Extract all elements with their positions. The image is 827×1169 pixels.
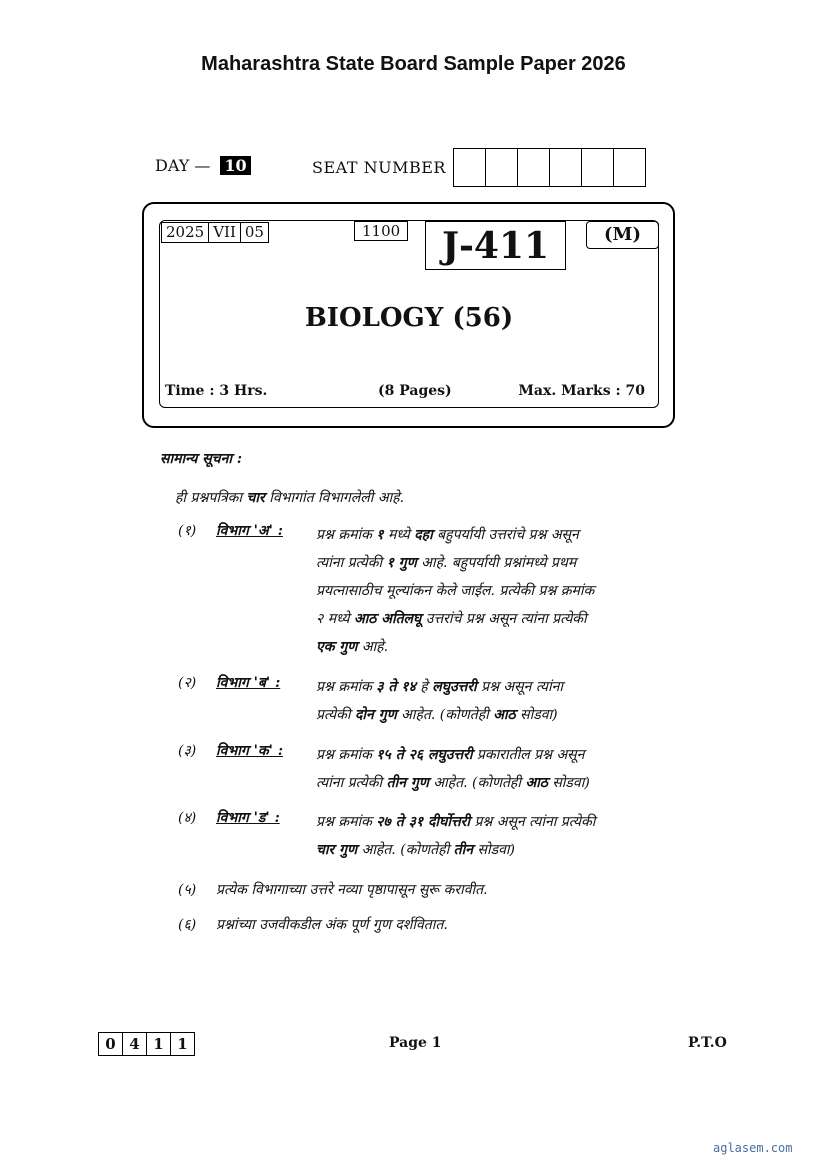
section-number: (३) — [178, 743, 197, 759]
section-line: एक गुण आहे. — [316, 639, 389, 655]
seat-box[interactable] — [613, 149, 645, 186]
paper-code-month: VII — [208, 223, 240, 242]
note-text: प्रश्नांच्या उजवीकडील अंक पूर्ण गुण दर्शवितात. — [216, 917, 448, 933]
day-label — [155, 156, 251, 175]
page-number: Page 1 — [389, 1035, 442, 1051]
section-text — [316, 808, 638, 864]
instructions-title: सामान्य सूचना : — [160, 451, 243, 467]
paper-code-year: 2025 — [166, 223, 205, 241]
paper-medium: (M) — [586, 221, 659, 249]
section-line: २ मध्ये आठ अतिलघू उत्तरांचे प्रश्न असून त्यांना प्रत्येकी — [316, 611, 587, 627]
code-digit: 1 — [170, 1033, 194, 1055]
note-number: (६) — [178, 917, 197, 933]
intro-text: विभागांत विभागलेली आहे. — [264, 490, 405, 506]
day-number: 10 — [220, 156, 250, 175]
footer-code-box — [98, 1032, 195, 1056]
section-label: विभाग 'ब' : — [216, 675, 281, 691]
section-b — [178, 673, 638, 729]
instructions-intro — [175, 488, 404, 507]
paper-code-box — [161, 222, 269, 243]
note-number: (५) — [178, 882, 197, 898]
section-text — [316, 673, 638, 729]
code-digit: 0 — [105, 1035, 116, 1053]
paper-time-code: 1100 — [354, 221, 408, 241]
section-a — [178, 521, 638, 661]
section-line: चार गुण आहेत. (कोणतेही तीन सोडवा) — [316, 842, 515, 858]
pto-label: P.T.O — [688, 1035, 727, 1051]
seat-box[interactable] — [454, 149, 485, 186]
day-label-text: DAY — — [155, 156, 211, 175]
time-duration: Time : 3 Hrs. — [165, 383, 268, 399]
section-line: प्रयत्नासाठीच मूल्यांकन केले जाईल. प्रत्येकी प्रश्न क्रमांक — [316, 583, 595, 599]
section-label: विभाग 'ड' : — [216, 810, 280, 826]
section-d — [178, 808, 638, 864]
max-marks: Max. Marks : 70 — [518, 383, 645, 399]
section-line: प्रश्न क्रमांक २७ ते ३१ दीर्घोत्तरी प्रश्न असून त्यांना प्रत्येकी — [316, 814, 596, 830]
intro-text: ही प्रश्नपत्रिका — [175, 490, 247, 506]
seat-number-boxes[interactable] — [453, 148, 646, 187]
section-number: (१) — [178, 523, 197, 539]
note-6 — [178, 915, 448, 934]
section-label: विभाग 'अ' : — [216, 523, 283, 539]
section-c — [178, 741, 638, 797]
note-5 — [178, 880, 488, 899]
intro-bold: चार — [246, 490, 265, 506]
section-line: त्यांना प्रत्येकी १ गुण आहे. बहुपर्यायी प्रश्नांमध्ये प्रथम — [316, 555, 577, 571]
paper-meta-row — [165, 383, 645, 399]
page-header-title: Maharashtra State Board Sample Paper 2026 — [201, 53, 626, 75]
section-text — [316, 521, 638, 661]
section-line: त्यांना प्रत्येकी तीन गुण आहेत. (कोणतेही आठ सोडवा) — [316, 775, 590, 791]
note-text: प्रत्येक विभागाच्या उत्तरे नव्या पृष्ठापासून सुरू करावीत. — [216, 882, 488, 898]
code-digit: 4 — [122, 1033, 146, 1055]
section-line: प्रश्न क्रमांक ३ ते १४ हे लघुउत्तरी प्रश्न असून त्यांना — [316, 679, 564, 695]
paper-j-code: J-411 — [425, 221, 566, 270]
code-digit: 1 — [146, 1033, 170, 1055]
watermark-link[interactable]: aglasem.com — [713, 1141, 793, 1155]
section-label: विभाग 'क' : — [216, 743, 284, 759]
section-number: (४) — [178, 810, 197, 826]
section-number: (२) — [178, 675, 197, 691]
seat-box[interactable] — [517, 149, 549, 186]
section-line: प्रत्येकी दोन गुण आहेत. (कोणतेही आठ सोडवा) — [316, 707, 558, 723]
seat-number-label: SEAT NUMBER — [312, 158, 446, 177]
page-count: (8 Pages) — [378, 383, 452, 399]
subject-title: BIOLOGY (56) — [304, 303, 514, 333]
seat-box[interactable] — [485, 149, 517, 186]
section-line: प्रश्न क्रमांक १५ ते २६ लघुउत्तरी प्रकारातील प्रश्न असून — [316, 747, 585, 763]
seat-box[interactable] — [549, 149, 581, 186]
section-line: प्रश्न क्रमांक १ मध्ये दहा बहुपर्यायी उत्तरांचे प्रश्न असून — [316, 527, 579, 543]
paper-code-day: 05 — [240, 223, 268, 242]
seat-box[interactable] — [581, 149, 613, 186]
section-text — [316, 741, 638, 797]
